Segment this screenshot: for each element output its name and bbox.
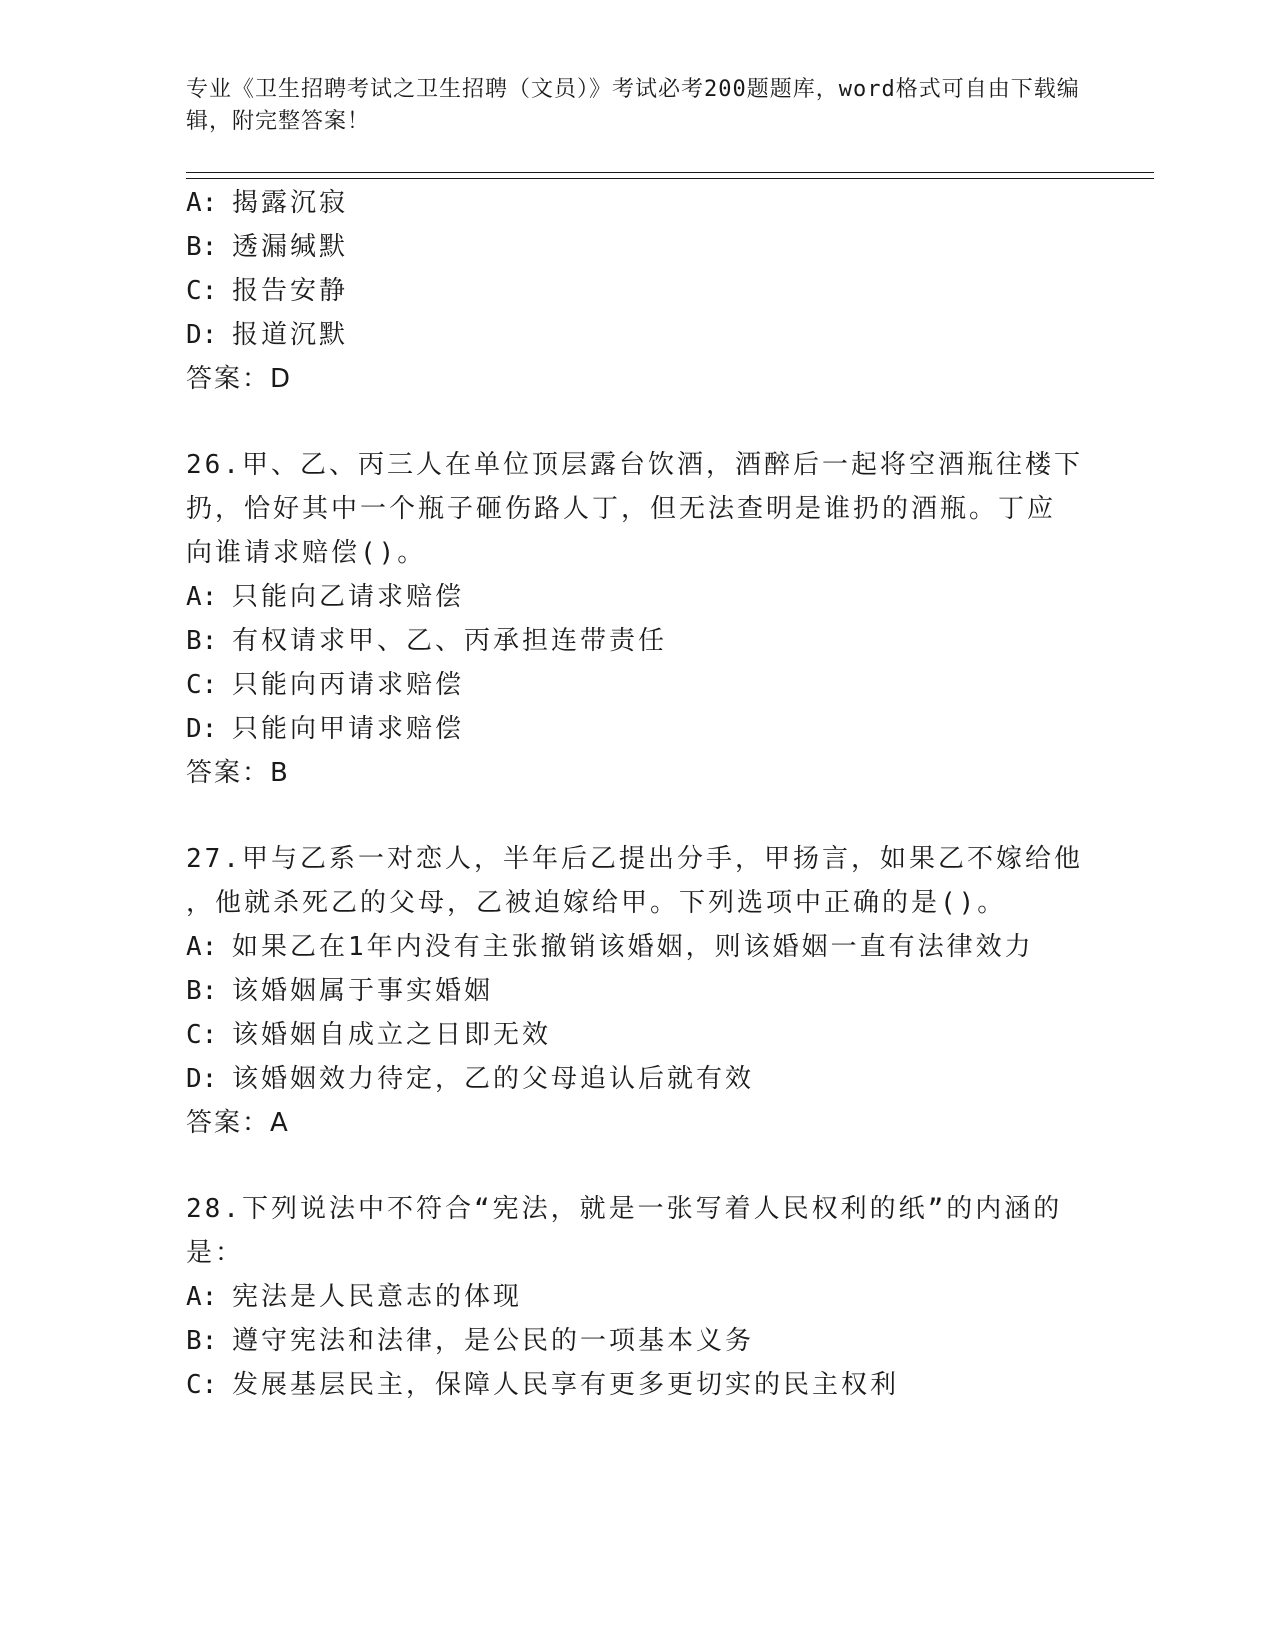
- option-text: 宪法是人民意志的体现: [232, 1282, 523, 1312]
- option-text: 如果乙在1年内没有主张撤销该婚姻，则该婚姻一直有法律效力: [232, 932, 1034, 962]
- option-text: 报道沉默: [232, 320, 349, 350]
- option-text: 有权请求甲、乙、丙承担连带责任: [232, 626, 668, 656]
- header-divider-bottom: [186, 178, 1154, 179]
- option-text: 只能向丙请求赔偿: [232, 670, 465, 700]
- q26-stem-line-1: 26.甲、乙、丙三人在单位顶层露台饮酒，酒醉后一起将空酒瓶往楼下: [186, 450, 1083, 480]
- q26-option-a: [186, 582, 464, 612]
- q26-option-c: [186, 670, 464, 700]
- q26-answer: 答案：B: [186, 758, 290, 788]
- option-letter: C:: [186, 1020, 218, 1050]
- q28-option-b: [186, 1326, 754, 1356]
- option-letter: A:: [186, 188, 218, 218]
- q28-stem-line-1: 28.下列说法中不符合“宪法，就是一张写着人民权利的纸”的内涵的: [186, 1194, 1063, 1224]
- option-text: 该婚姻属于事实婚姻: [232, 976, 494, 1006]
- q28-option-c: [186, 1370, 899, 1400]
- option-letter: B:: [186, 232, 218, 262]
- q28-option-a: [186, 1282, 522, 1312]
- q25-option-d: [186, 320, 348, 350]
- q27-stem-line-2: ，他就杀死乙的父母，乙被迫嫁给甲。下列选项中正确的是()。: [186, 888, 1007, 918]
- option-letter: A:: [186, 932, 218, 962]
- q27-option-b: [186, 976, 493, 1006]
- option-letter: C:: [186, 670, 218, 700]
- option-text: 只能向乙请求赔偿: [232, 582, 465, 612]
- option-text: 遵守宪法和法律，是公民的一项基本义务: [232, 1326, 755, 1356]
- q26-stem-line-3: 向谁请求赔偿()。: [186, 538, 427, 568]
- q27-option-a: [186, 932, 1034, 962]
- q28-stem-line-2: 是：: [186, 1238, 245, 1268]
- document-header: 专业《卫生招聘考试之卫生招聘（文员）》考试必考200题题库，word格式可自由下载编辑，附完整答案！: [186, 77, 1080, 134]
- option-letter: D:: [186, 320, 218, 350]
- option-text: 发展基层民主，保障人民享有更多更切实的民主权利: [232, 1370, 900, 1400]
- q27-stem-line-1: 27.甲与乙系一对恋人，半年后乙提出分手，甲扬言，如果乙不嫁给他: [186, 844, 1083, 874]
- option-letter: B:: [186, 626, 218, 656]
- q26-option-d: [186, 714, 464, 744]
- q25-option-a: [186, 188, 348, 218]
- q25-option-c: [186, 276, 348, 306]
- option-text: 透漏缄默: [232, 232, 349, 262]
- option-text: 只能向甲请求赔偿: [232, 714, 465, 744]
- q25-answer: 答案：D: [186, 364, 293, 394]
- q27-option-d: [186, 1064, 754, 1094]
- option-letter: D:: [186, 1064, 218, 1094]
- header-divider-top: [186, 172, 1154, 173]
- q27-answer: 答案：A: [186, 1108, 290, 1138]
- q27-option-c: [186, 1020, 551, 1050]
- q25-option-b: [186, 232, 348, 262]
- option-text: 报告安静: [232, 276, 349, 306]
- option-text: 该婚姻效力待定，乙的父母追认后就有效: [232, 1064, 755, 1094]
- q26-stem-line-2: 扔，恰好其中一个瓶子砸伤路人丁，但无法查明是谁扔的酒瓶。丁应: [186, 494, 1057, 524]
- option-letter: A:: [186, 1282, 218, 1312]
- option-text: 该婚姻自成立之日即无效: [232, 1020, 552, 1050]
- option-letter: A:: [186, 582, 218, 612]
- option-letter: B:: [186, 976, 218, 1006]
- q26-option-b: [186, 626, 667, 656]
- option-letter: C:: [186, 1370, 218, 1400]
- option-letter: D:: [186, 714, 218, 744]
- option-letter: B:: [186, 1326, 218, 1356]
- option-letter: C:: [186, 276, 218, 306]
- option-text: 揭露沉寂: [232, 188, 349, 218]
